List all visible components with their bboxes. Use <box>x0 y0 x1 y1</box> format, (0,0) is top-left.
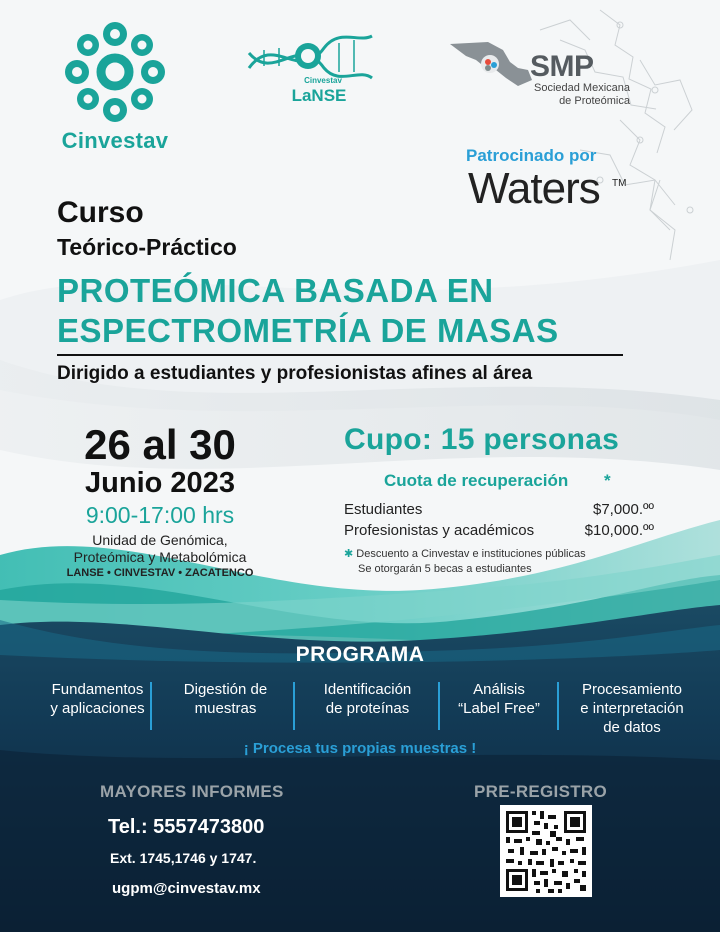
waters-trademark: TM <box>612 178 627 189</box>
fee-note-1-text: Descuento a Cinvestav e instituciones públicas <box>356 548 586 560</box>
program-separator <box>293 682 295 730</box>
lanse-logo-subtitle: Cinvestav <box>304 76 342 85</box>
fee-note-2-text: Se otorgarán 5 becas a estudiantes <box>358 563 532 575</box>
cinvestav-logo-text: Cinvestav <box>61 128 169 153</box>
course-kind: Curso <box>57 196 144 229</box>
lanse-logo-text: LaNSE <box>291 86 347 105</box>
course-title-line-1: PROTEÓMICA BASADA EN <box>57 272 494 309</box>
course-hours: 9:00-17:00 hrs <box>85 502 235 528</box>
program-item-digestion <box>158 680 293 718</box>
program-separator <box>438 682 440 730</box>
fee-note-2 <box>344 563 532 575</box>
program-item-line: de proteínas <box>325 700 410 717</box>
program-item-line: y aplicaciones <box>50 700 145 717</box>
waters-logo-text: Waters <box>468 164 600 213</box>
contact-phone[interactable]: Tel.: 5557473800 <box>108 816 265 838</box>
fee-heading-asterisk: * <box>604 471 611 490</box>
sponsor-label: Patrocinado por <box>466 146 597 165</box>
smp-logo-subtitle-1: Sociedad Mexicana <box>533 82 630 94</box>
title-divider <box>57 354 623 356</box>
course-days: 26 al 30 <box>84 421 236 468</box>
contact-email[interactable]: ugpm@cinvestav.mx <box>112 880 261 897</box>
program-item-line: “Label Free” <box>458 700 540 717</box>
fee-note-1 <box>344 547 586 560</box>
program-item-line: Identificación <box>323 681 412 698</box>
fee-row-amount: $10,000.ºº <box>584 522 654 539</box>
venue-line-2: Proteómica y Metabolómica <box>73 549 247 565</box>
audience-text: Dirigido a estudiantes y profesionistas afines al área <box>57 363 533 384</box>
registration-heading: PRE-REGISTRO <box>474 782 608 801</box>
program-item-analysis <box>442 680 556 718</box>
fee-row-professionals <box>344 522 654 542</box>
program-item-processing <box>562 680 702 737</box>
course-month-year: Junio 2023 <box>85 467 235 499</box>
program-item-line: de datos <box>603 719 661 736</box>
cinvestav-logo-icon <box>63 20 167 124</box>
smp-logo-text: SMP <box>530 50 594 83</box>
fee-row-students <box>344 501 654 521</box>
course-type: Teórico-Práctico <box>57 234 237 260</box>
fee-row-label: Estudiantes <box>344 501 423 518</box>
program-item-line: e interpretación <box>580 700 684 717</box>
program-separator <box>557 682 559 730</box>
contact-heading: MAYORES INFORMES <box>100 782 284 801</box>
fee-heading: Cuota de recuperación <box>384 471 569 490</box>
venue-line-3: LANSE • CINVESTAV • ZACATENCO <box>66 567 254 579</box>
note-asterisk-icon: ✱ <box>344 548 354 560</box>
program-separator <box>150 682 152 730</box>
program-item-line: Digestión de <box>183 681 268 698</box>
program-item-line: Análisis <box>473 681 525 698</box>
program-tagline: ¡ Procesa tus propias muestras ! <box>243 740 477 757</box>
program-item-line: Procesamiento <box>581 681 683 698</box>
capacity-heading: Cupo: 15 personas <box>344 423 620 456</box>
contact-extensions: Ext. 1745,1746 y 1747. <box>110 850 257 866</box>
program-item-line: Fundamentos <box>51 681 144 698</box>
program-heading: PROGRAMA <box>295 643 425 666</box>
qr-code-icon[interactable] <box>500 805 592 897</box>
fee-row-amount: $7,000.ºº <box>592 501 654 518</box>
smp-logo-subtitle-2: de Proteómica <box>559 95 630 107</box>
fee-row-label: Profesionistas y académicos <box>344 522 535 539</box>
program-item-identification <box>300 680 435 718</box>
program-item-line: muestras <box>194 700 257 717</box>
venue-line-1: Unidad de Genómica, <box>92 532 228 548</box>
course-title-line-2: ESPECTROMETRÍA DE MASAS <box>57 312 559 349</box>
